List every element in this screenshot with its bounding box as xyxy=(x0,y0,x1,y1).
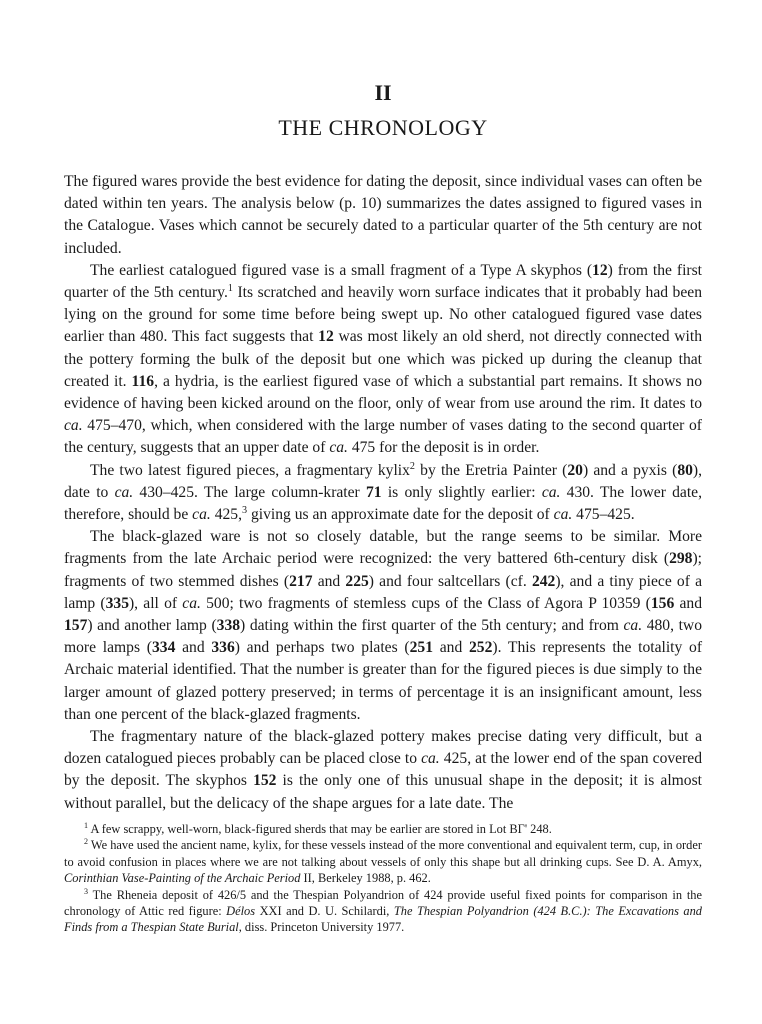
paragraph xyxy=(64,260,702,460)
paragraph xyxy=(64,526,702,726)
catalogue-number: 242 xyxy=(531,572,556,590)
text-run: 500; two fragments of stemless cups of the Class of Agora P 10359 ( xyxy=(200,594,651,612)
text-run: ) and another lamp ( xyxy=(87,617,217,635)
text-run: ca. xyxy=(192,506,211,524)
text-run: We have used the ancient name, kylix, for these vessels instead of the more conventional and equivalent term, cup, in order to avoid confusion in places where we are not talking about vessels of only this shape but all drinking cups. See D. A. Amyx, xyxy=(64,838,702,869)
footnote xyxy=(64,821,702,837)
text-run: The earliest catalogued figured vase is a small fragment of a Type A skyphos ( xyxy=(90,261,593,279)
catalogue-number: 156 xyxy=(650,594,675,612)
text-run: The two latest figured pieces, a fragmentary kylix xyxy=(90,461,410,479)
text-run: The fragmentary nature of the black-glazed pottery makes precise dating very difficult, but a dozen catalogued pieces probably can be placed close to xyxy=(64,728,702,768)
text-run: XXI and D. U. Schilardi, xyxy=(255,903,394,918)
text-run: 480, two more lamps ( xyxy=(64,617,702,657)
text-run: ca. xyxy=(541,483,561,501)
text-run: II, Berkeley 1988, p. 462. xyxy=(300,871,431,886)
text-run: and xyxy=(674,594,702,612)
catalogue-number: 336 xyxy=(211,639,235,657)
catalogue-number: 298 xyxy=(669,550,693,568)
text-run: ca. xyxy=(421,750,440,768)
catalogue-number: 80 xyxy=(677,461,693,479)
footnote xyxy=(64,887,702,936)
text-run: was most likely an old sherd, not directly connected with the pottery forming the bulk of the deposit but one which was picked up during the cleanup that created it. xyxy=(64,328,702,390)
text-run: Its scratched and heavily worn surface indicates that it probably had been lying on the ground for some time before being swept up. No other catalogued figured vase dates earlier than 480. This fact suggests that xyxy=(64,284,702,346)
text-run: giving us an approximate date for the deposit of xyxy=(247,506,554,524)
catalogue-number: 152 xyxy=(253,772,277,790)
catalogue-number: 252 xyxy=(468,639,493,657)
text-run: 475–470, which, when considered with the large number of vases dating to the second quarter of the century, suggests that an upper date of xyxy=(64,417,702,457)
footnote-marker: 1 xyxy=(84,820,89,830)
text-run: 475 for the deposit is in order. xyxy=(347,439,540,457)
text-run: ca. xyxy=(114,483,134,501)
text-run: ca. xyxy=(329,439,348,457)
catalogue-number: 116 xyxy=(131,372,155,390)
text-run: ca. xyxy=(553,506,573,524)
text-run: ), all of xyxy=(128,594,183,612)
catalogue-number: 12 xyxy=(592,261,608,279)
text-run: ), date to xyxy=(64,461,702,501)
body-text xyxy=(64,171,702,815)
text-run: 475–425. xyxy=(572,506,635,524)
text-run: 425, xyxy=(210,506,242,524)
footnote-marker: 3 xyxy=(241,504,248,516)
text-run: is the only one of this unusual shape in the deposit; it is almost without parallel, but the delicacy of the shape argues for a late date. The xyxy=(64,772,702,812)
footnote-marker: 1 xyxy=(227,282,233,294)
catalogue-number: 334 xyxy=(151,639,176,657)
text-run: The black-glazed ware is not so closely datable, but the range seems to be similar. More fragments from the late Archaic period were recognized: the very battered 6th-century disk ( xyxy=(64,528,702,568)
text-run: ) and perhaps two plates ( xyxy=(234,639,410,657)
text-run: ca. xyxy=(64,417,83,435)
paragraph xyxy=(64,726,702,815)
footnote xyxy=(64,837,702,886)
chapter-title: THE CHRONOLOGY xyxy=(278,115,488,140)
chapter-number: II xyxy=(374,80,392,105)
catalogue-number: 335 xyxy=(105,594,129,612)
footnote-marker: 2 xyxy=(409,460,415,472)
catalogue-number: 338 xyxy=(216,617,241,635)
catalogue-number: 217 xyxy=(289,572,313,590)
text-run: The Thespian Polyandrion (424 B.C.): The Excavations and Finds from a Thespian State Burial xyxy=(64,903,703,935)
text-run: The figured wares provide the best evidence for dating the deposit, since individual vases can often be dated within ten years. The analysis below (p. 10) summarizes the dates assigned to figured vases in the Catalogue. Vases which cannot be securely dated to a particular quarter of the 5th century are not included. xyxy=(64,173,702,257)
text-run: ). This represents the totality of Archaic material identified. That the number is greater than for the figured pieces is due simply to the larger amount of glazed pottery preserved; in terms of percentage it is an insignificant amount, less than one percent of the black-glazed fragments. xyxy=(64,639,703,723)
text-run: , a hydria, is the earliest figured vase of which a substantial part remains. It shows no evidence of having been kicked around on the floor, only of wear from use around the rim. It dates to xyxy=(64,372,702,413)
text-run: 425, at the lower end of the span covered by the deposit. The skyphos xyxy=(64,750,703,790)
text-run: is only slightly earlier: xyxy=(381,483,542,501)
catalogue-number: 12 xyxy=(318,328,334,346)
text-run: Corinthian Vase-Painting of the Archaic Period xyxy=(64,871,301,886)
text-run: ) and four saltcellars (cf. xyxy=(368,572,532,590)
text-run: ), and a tiny piece of a lamp ( xyxy=(64,572,703,612)
text-run: The Rheneia deposit of 426/5 and the Thespian Polyandrion of 424 provide useful fixed points for comparison in the chronology of Attic red figure: xyxy=(64,887,702,918)
text-run: ca. xyxy=(182,594,201,612)
text-run: ) from the first quarter of the 5th century. xyxy=(64,261,702,302)
footnote-marker: 2 xyxy=(84,837,89,847)
page xyxy=(64,80,702,936)
text-run: Délos xyxy=(226,903,256,918)
text-run: , diss. Princeton University 1977. xyxy=(238,920,405,935)
text-run: 430–425. The large column-krater xyxy=(133,483,366,501)
paragraph xyxy=(64,460,702,527)
text-run: ) and a pyxis ( xyxy=(582,461,678,479)
text-run: and xyxy=(432,639,469,657)
catalogue-number: 251 xyxy=(409,639,433,657)
paragraph xyxy=(64,171,702,260)
text-run: by the Eretria Painter ( xyxy=(414,461,568,479)
footnotes xyxy=(64,821,702,936)
text-run: 430. The lower date, therefore, should be xyxy=(64,483,702,524)
catalogue-number: 71 xyxy=(366,483,382,501)
footnote-marker: 3 xyxy=(84,886,89,896)
text-run: ) dating within the first quarter of the 5th century; and from xyxy=(240,617,624,635)
text-run: A few scrappy, well-worn, black-figured sherds that may be earlier are stored in Lot BΓ' 248. xyxy=(88,821,552,836)
catalogue-number: 225 xyxy=(345,572,369,590)
catalogue-number: 157 xyxy=(64,617,88,635)
text-run: ca. xyxy=(623,617,643,635)
text-run: and xyxy=(312,572,346,590)
catalogue-number: 20 xyxy=(567,461,583,479)
text-run: and xyxy=(175,639,212,657)
text-run: ); fragments of two stemmed dishes ( xyxy=(64,550,702,590)
